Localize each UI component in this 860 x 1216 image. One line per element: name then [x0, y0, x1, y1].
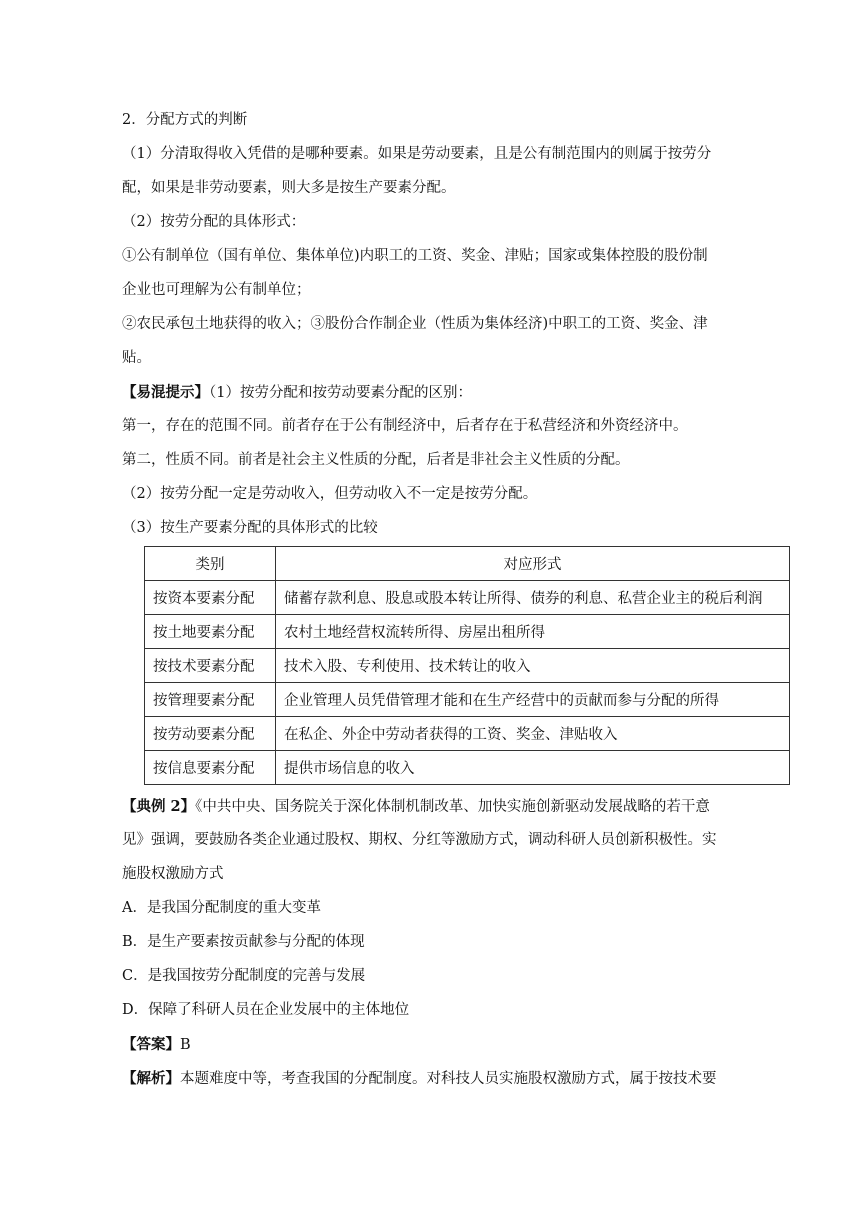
example-line1	[122, 798, 762, 815]
example-label: 【典例 2】	[122, 798, 196, 815]
answer-value: B	[180, 1037, 191, 1053]
table-cell-form: 在私企、外企中劳动者获得的工资、奖金、津贴收入	[276, 717, 790, 751]
para2-item1-line1: ①公有制单位（国有单位、集体单位)内职工的工资、奖金、津贴；国家或集体控股的股份制	[122, 248, 708, 264]
answer-label: 【答案】	[122, 1036, 180, 1053]
section-heading: 2．分配方式的判断	[122, 112, 248, 128]
table-row	[145, 581, 790, 615]
table-cell-form: 技术入股、专利使用、技术转让的收入	[276, 649, 790, 683]
table-cell-form: 企业管理人员凭借管理才能和在生产经营中的贡献而参与分配的所得	[276, 683, 790, 717]
para2-item2-line1: ②农民承包土地获得的收入；③股份合作制企业（性质为集体经济)中职工的工资、奖金、津	[122, 316, 708, 332]
example-line1-text: 《中共中央、国务院关于深化体制机制改革、加快实施创新驱动发展战略的若干意	[195, 799, 710, 815]
para2-item1-line2: 企业也可理解为公有制单位；	[122, 282, 311, 298]
analysis-text: 本题难度中等，考查我国的分配制度。对科技人员实施股权激励方式，属于按技术要	[180, 1071, 717, 1087]
para2-item2-line2: 贴。	[122, 350, 151, 366]
tip-line1	[122, 384, 762, 401]
tip-line4: （2）按劳分配一定是劳动收入，但劳动收入不一定是按劳分配。	[122, 486, 538, 502]
document-body	[122, 112, 762, 1087]
para1-line1: （1）分清取得收入凭借的是哪种要素。如果是劳动要素，且是公有制范围内的则属于按劳分	[122, 146, 712, 162]
table-cell-category: 按劳动要素分配	[145, 717, 276, 751]
table-cell-category: 按技术要素分配	[145, 649, 276, 683]
option-b: B．是生产要素按贡献参与分配的体现	[122, 934, 365, 950]
tip-line1-text: （1）按劳分配和按劳动要素分配的区别：	[209, 385, 472, 401]
example-line3: 施股权激励方式	[122, 866, 224, 882]
tip-line3: 第二，性质不同。前者是社会主义性质的分配，后者是非社会主义性质的分配。	[122, 452, 630, 468]
table-cell-category: 按土地要素分配	[145, 615, 276, 649]
distribution-table-wrapper	[144, 546, 762, 785]
tip-label: 【易混提示】	[122, 384, 209, 401]
option-a: A．是我国分配制度的重大变革	[122, 900, 321, 916]
analysis-line	[122, 1070, 762, 1087]
distribution-forms-table	[144, 546, 790, 785]
table-cell-form: 提供市场信息的收入	[276, 751, 790, 785]
table-cell-category: 按资本要素分配	[145, 581, 276, 615]
tip-line2: 第一，存在的范围不同。前者存在于公有制经济中，后者存在于私营经济和外资经济中。	[122, 418, 688, 434]
table-cell-form: 农村土地经营权流转所得、房屋出租所得	[276, 615, 790, 649]
table-header-row	[145, 547, 790, 581]
table-header-form: 对应形式	[276, 547, 790, 581]
example-line2: 见》强调，要鼓励各类企业通过股权、期权、分红等激励方式，调动科研人员创新积极性。实	[122, 832, 717, 848]
para2-heading: （2）按劳分配的具体形式：	[122, 214, 306, 230]
para1-line2: 配，如果是非劳动要素，则大多是按生产要素分配。	[122, 180, 456, 196]
analysis-label: 【解析】	[122, 1070, 180, 1087]
table-row	[145, 649, 790, 683]
table-cell-form: 储蓄存款利息、股息或股本转让所得、债券的利息、私营企业主的税后利润	[276, 581, 790, 615]
table-row	[145, 751, 790, 785]
tip-line5: （3）按生产要素分配的具体形式的比较	[122, 520, 378, 536]
table-row	[145, 717, 790, 751]
table-cell-category: 按管理要素分配	[145, 683, 276, 717]
answer-line	[122, 1036, 762, 1053]
option-d: D．保障了科研人员在企业发展中的主体地位	[122, 1002, 410, 1018]
option-c: C．是我国按劳分配制度的完善与发展	[122, 968, 366, 984]
table-header-category: 类别	[145, 547, 276, 581]
table-row	[145, 683, 790, 717]
table-row	[145, 615, 790, 649]
table-cell-category: 按信息要素分配	[145, 751, 276, 785]
